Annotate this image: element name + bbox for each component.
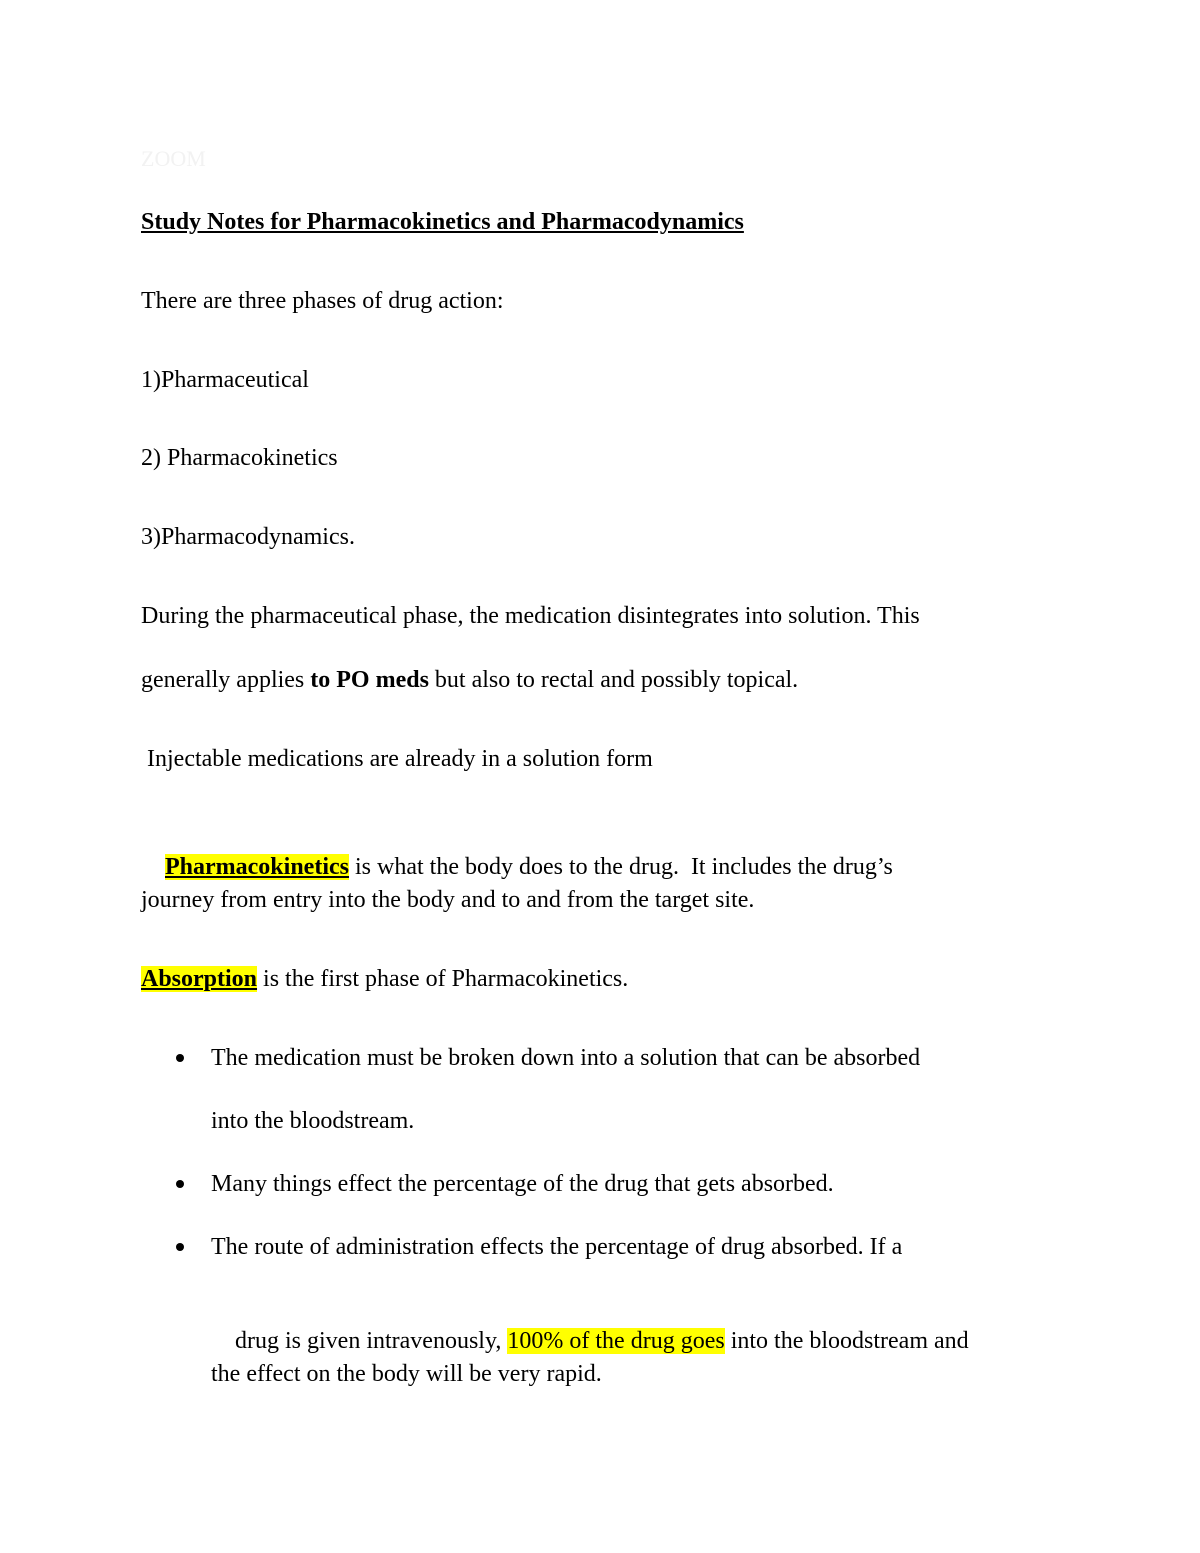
bullet-line: The medication must be broken down into a solution that can be absorbed (211, 1045, 921, 1071)
phase-item: 1)Pharmaceutical (141, 367, 309, 393)
text-run: drug is given intravenously, (235, 1328, 508, 1354)
pharmacokinetics-paragraph-line: journey from entry into the body and to and from the target site. (141, 887, 755, 913)
bullet-icon (176, 1243, 184, 1251)
text-run: generally applies (141, 667, 311, 693)
intro-text: There are three phases of drug action: (141, 288, 504, 314)
text-run: into the bloodstream and (724, 1328, 969, 1354)
pharmaceutical-paragraph-line: During the pharmaceutical phase, the medication disintegrates into solution. This (141, 603, 920, 629)
phase-item: 3)Pharmacodynamics. (141, 524, 355, 550)
bullet-line: the effect on the body will be very rapid. (211, 1361, 602, 1387)
bold-text-run: to PO meds (310, 667, 429, 693)
text-run: but also to rectal and possibly topical. (428, 667, 799, 693)
text-run: is the first phase of Pharmacokinetics. (257, 966, 629, 992)
bullet-icon (176, 1054, 184, 1062)
pharmaceutical-paragraph-line (141, 665, 798, 695)
text-run: is what the body does to the drug. It includes the drug’s (348, 854, 893, 880)
watermark-text: ZOOM (141, 146, 206, 171)
highlighted-text-run: 100% of the drug goes (507, 1328, 725, 1354)
highlighted-term: Absorption (141, 966, 258, 992)
bullet-line: into the bloodstream. (211, 1108, 415, 1134)
bullet-icon (176, 1180, 184, 1188)
bullet-line: Many things effect the percentage of the drug that gets absorbed. (211, 1171, 834, 1197)
absorption-paragraph (141, 964, 628, 994)
highlighted-term: Pharmacokinetics (165, 854, 349, 880)
injectable-note: Injectable medications are already in a solution form (141, 746, 653, 772)
document-title: Study Notes for Pharmacokinetics and Pharmacodynamics (141, 209, 744, 235)
bullet-line: The route of administration effects the percentage of drug absorbed. If a (211, 1234, 903, 1260)
phase-item: 2) Pharmacokinetics (141, 445, 338, 471)
